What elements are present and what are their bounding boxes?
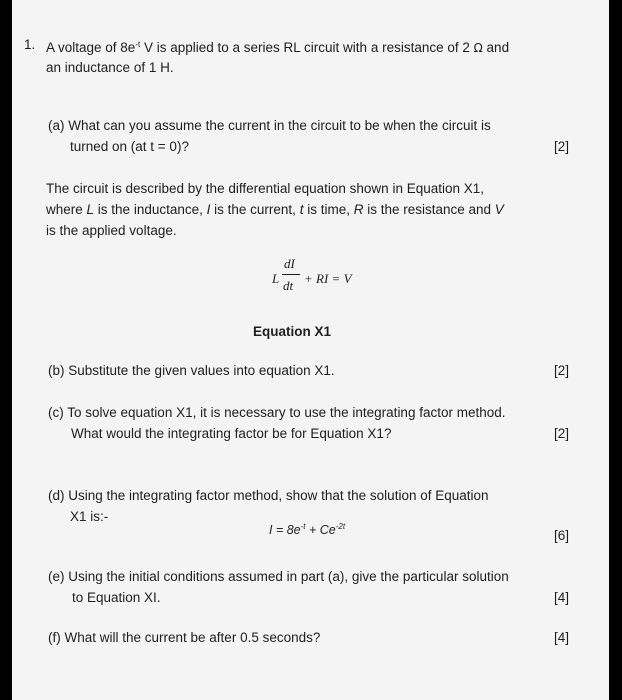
- ohm-symbol: Ω: [473, 41, 483, 55]
- part-f-marks: [4]: [553, 630, 569, 645]
- equation-inductance: L: [272, 271, 280, 286]
- part-a-line-1: (a) What can you assume the current in the circuit to be when the circuit is: [48, 118, 491, 133]
- equation-numerator: dI: [284, 256, 295, 271]
- part-c-line-1: (c) To solve equation X1, it is necessary to use the integrating factor method.: [48, 405, 506, 420]
- equation-label: Equation X1: [253, 324, 332, 339]
- part-b-marks: [2]: [553, 363, 569, 378]
- equation-denominator: dt: [283, 278, 294, 293]
- part-d-marks: [6]: [553, 528, 569, 543]
- question-intro-line-2: an inductance of 1 H.: [46, 60, 174, 75]
- part-d-line-1: (d) Using the integrating factor method, show that the solution of Equation: [48, 488, 489, 503]
- part-c-line-2: What would the integrating factor be for Equation X1?: [71, 426, 392, 441]
- description-line-1: The circuit is described by the differential equation shown in Equation X1,: [46, 181, 485, 196]
- part-c-marks: [2]: [553, 426, 569, 441]
- part-a-line-2: turned on (at t = 0)?: [70, 139, 189, 154]
- equation-rest: + RI = V: [304, 271, 352, 286]
- part-e-marks: [4]: [553, 590, 569, 605]
- fraction-bar: [282, 274, 300, 275]
- description-line-3: is the applied voltage.: [46, 223, 177, 238]
- part-f-line-1: (f) What will the current be after 0.5 seconds?: [48, 630, 321, 645]
- part-e-line-2: to Equation XI.: [72, 590, 161, 605]
- part-d-solution: $I = 8e^{-t} + Ce^{-2t}$: [269, 522, 346, 537]
- description-line-2: where L is the inductance, I is the current, t is time, R is the resistance and V: [46, 202, 504, 217]
- part-b-line-1: (b) Substitute the given values into equation X1.: [48, 363, 335, 378]
- question-sheet: [12, 0, 609, 700]
- part-a-marks: [2]: [553, 139, 569, 154]
- question-intro-line-1: A voltage of $8e^{-t}$ V is applied to a series RL circuit with a resistance of 2 Ω and: [46, 40, 510, 55]
- question-number: 1.: [24, 37, 36, 52]
- part-d-line-2: X1 is:-: [70, 509, 109, 524]
- part-e-line-1: (e) Using the initial conditions assumed in part (a), give the particular solution: [48, 569, 509, 584]
